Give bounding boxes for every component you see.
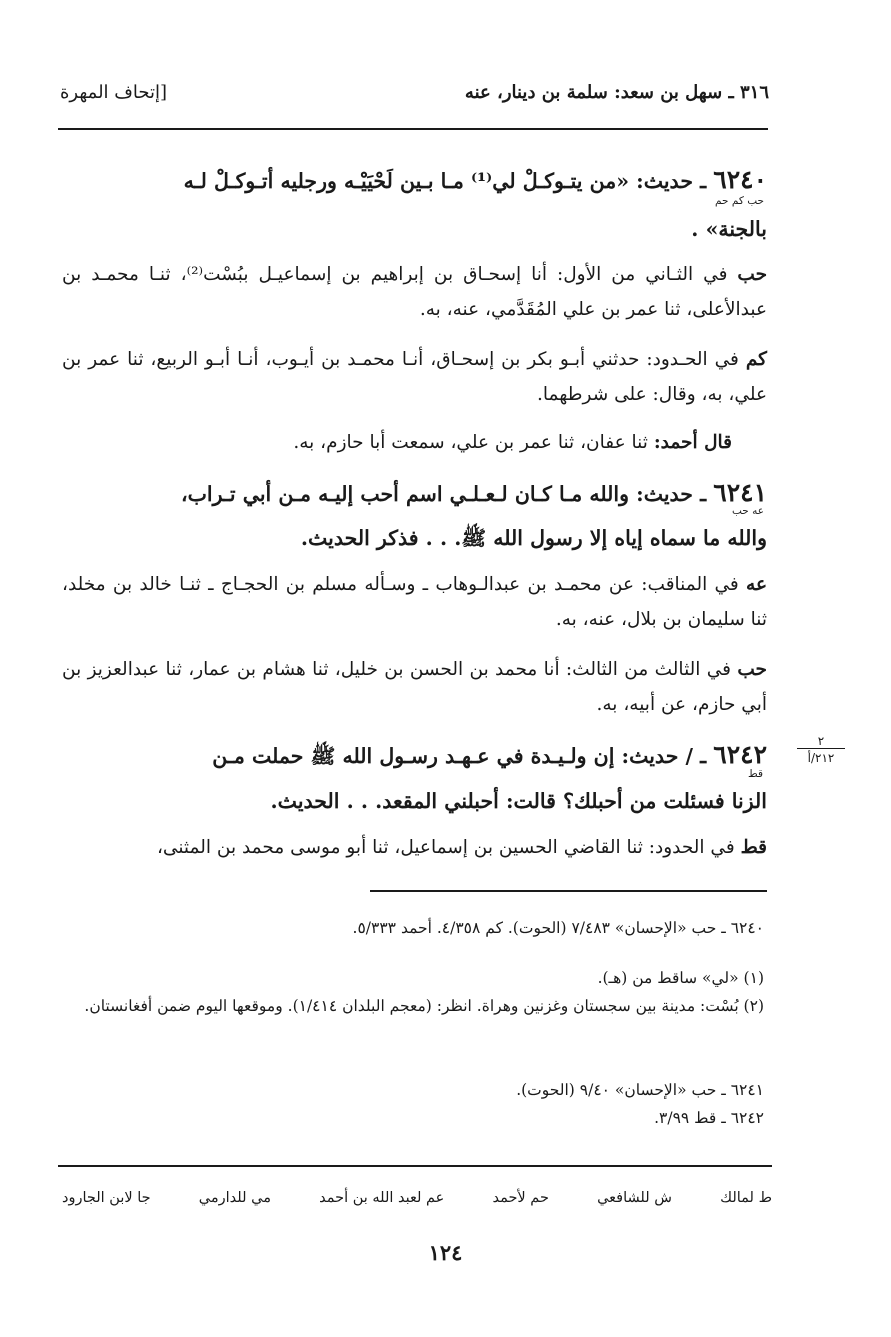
source-siglum: عه bbox=[746, 574, 767, 595]
legend-item: ط لمالك bbox=[720, 1190, 772, 1206]
hadith-text-line1: ـ / حديث: إن ولـيـدة في عـهـد رسـول الله ﷺ حملت مـن bbox=[212, 744, 707, 768]
source-text: في المناقب: عن محمـد بن عبدالـوهاب ـ وسـأله مسلم بن الحجـاج ـ ثنـا خالد بن مخلد، ثنا سليمان بن بلال، عنه، به. bbox=[62, 574, 767, 630]
sigla-label: عه حب bbox=[731, 505, 764, 517]
page-header-title: ٣١٦ ـ سهل بن سعد: سلمة بن دينار، عنه bbox=[464, 82, 769, 103]
footer-rule bbox=[58, 1165, 772, 1167]
legend-item: حم لأحمد bbox=[492, 1190, 549, 1206]
hadith-text-line1: ـ حديث: «من يتـوكـلْ لي⁽¹⁾ مـا بـين لَحْيَيْـه ورجليه أتـوكـلْ لـه bbox=[183, 169, 707, 193]
footnote: (٢) بُسْت: مدينة بين سجستان وغزنين وهراة. انظر: (معجم البلدان ١/٤١٤). وموقعها اليوم ضمن أفغانستان. bbox=[84, 997, 764, 1015]
hadith-number: ٦٢٤٢ bbox=[713, 740, 767, 769]
source-paragraph bbox=[62, 257, 767, 327]
source-paragraph bbox=[62, 425, 767, 460]
source-paragraph bbox=[62, 567, 767, 637]
hadith-text-line2: بالجنة» . bbox=[691, 217, 767, 241]
legend-item: ش للشافعي bbox=[597, 1190, 672, 1206]
footnote-rule bbox=[370, 890, 767, 892]
source-paragraph bbox=[62, 342, 767, 412]
sigla-label: قط bbox=[748, 768, 763, 780]
hadith-entry-6241 bbox=[62, 473, 767, 514]
hadith-number: ٦٢٤٠ bbox=[713, 165, 767, 194]
header-rule bbox=[58, 128, 768, 130]
source-text: في الحدود: ثنا القاضي الحسين بن إسماعيل، ثنا أبو موسى محمد بن المثنى، bbox=[156, 837, 735, 858]
sigla-label: حب كم حم bbox=[715, 195, 764, 207]
source-siglum: قط bbox=[740, 837, 767, 858]
source-paragraph bbox=[62, 830, 767, 865]
source-siglum: حب bbox=[737, 264, 768, 285]
source-siglum: كم bbox=[745, 349, 767, 370]
source-text: في الحـدود: حدثني أبـو بكر بن إسحـاق، أنـا محمـد بن أيـوب، أنـا أبـو الربيع، ثنا عمر بن علي، به، وقال: على شرطهما. bbox=[62, 349, 767, 405]
footnote-reference: ٦٢٤٠ ـ حب «الإحسان» ٧/٤٨٣ (الحوت). كم ٤/٣٥٨. أحمد ٥/٣٣٣. bbox=[352, 919, 764, 937]
hadith-text-line2: الزنا فسئلت من أحبلك؟ قالت: أحبلني المقعد. . . الحديث. bbox=[270, 789, 767, 813]
folio-reference: ٢١٢/أ bbox=[797, 748, 845, 765]
hadith-number: ٦٢٤١ bbox=[713, 478, 767, 507]
sigla-legend bbox=[62, 1185, 772, 1211]
manuscript-folio-note bbox=[797, 734, 845, 765]
hadith-entry-6242 bbox=[62, 735, 767, 776]
footnote-reference: ٦٢٤٢ ـ قط ٣/٩٩. bbox=[654, 1109, 764, 1127]
source-text: في الثالث من الثالث: أنا محمد بن الحسن بن خليل، ثنا هشام بن عمار، ثنا عبدالعزيز بن أبي حازم، عن أبيه، به. bbox=[62, 659, 767, 715]
book-title: [إتحاف المهرة bbox=[60, 82, 168, 103]
legend-item: جا لابن الجارود bbox=[62, 1190, 151, 1206]
legend-item: مي للدارمي bbox=[198, 1190, 271, 1206]
folio-number: ٢ bbox=[817, 734, 825, 748]
hadith-text-line1: ـ حديث: والله مـا كـان لـعـلـي اسم أحب إليـه مـن أبي تـراب، bbox=[180, 482, 707, 506]
hadith-entry-6240 bbox=[62, 160, 767, 201]
footnote: (١) «لي» ساقط من (هـ). bbox=[597, 969, 764, 987]
source-paragraph bbox=[62, 652, 767, 722]
legend-item: عم لعبد الله بن أحمد bbox=[319, 1190, 445, 1206]
hadith-text-line2: والله ما سماه إياه إلا رسول الله ﷺ. . . فذكر الحديث. bbox=[300, 526, 767, 550]
source-text: في الثـاني من الأول: أنا إسحـاق بن إبراهيم بن إسماعيـل ببُسْت⁽²⁾، ثنـا محمـد بن عبدالأعلى، ثنا عمر بن علي المُقَدَّمي، عنه، به. bbox=[62, 264, 767, 320]
page-number: ١٢٤ bbox=[428, 1240, 463, 1265]
source-siglum: قال أحمد: bbox=[653, 432, 732, 453]
footnote-reference: ٦٢٤١ ـ حب «الإحسان» ٩/٤٠ (الحوت). bbox=[516, 1081, 764, 1099]
source-text: ثنا عفان، ثنا عمر بن علي، سمعت أبا حازم، به. bbox=[293, 432, 648, 453]
source-siglum: حب bbox=[737, 659, 767, 680]
